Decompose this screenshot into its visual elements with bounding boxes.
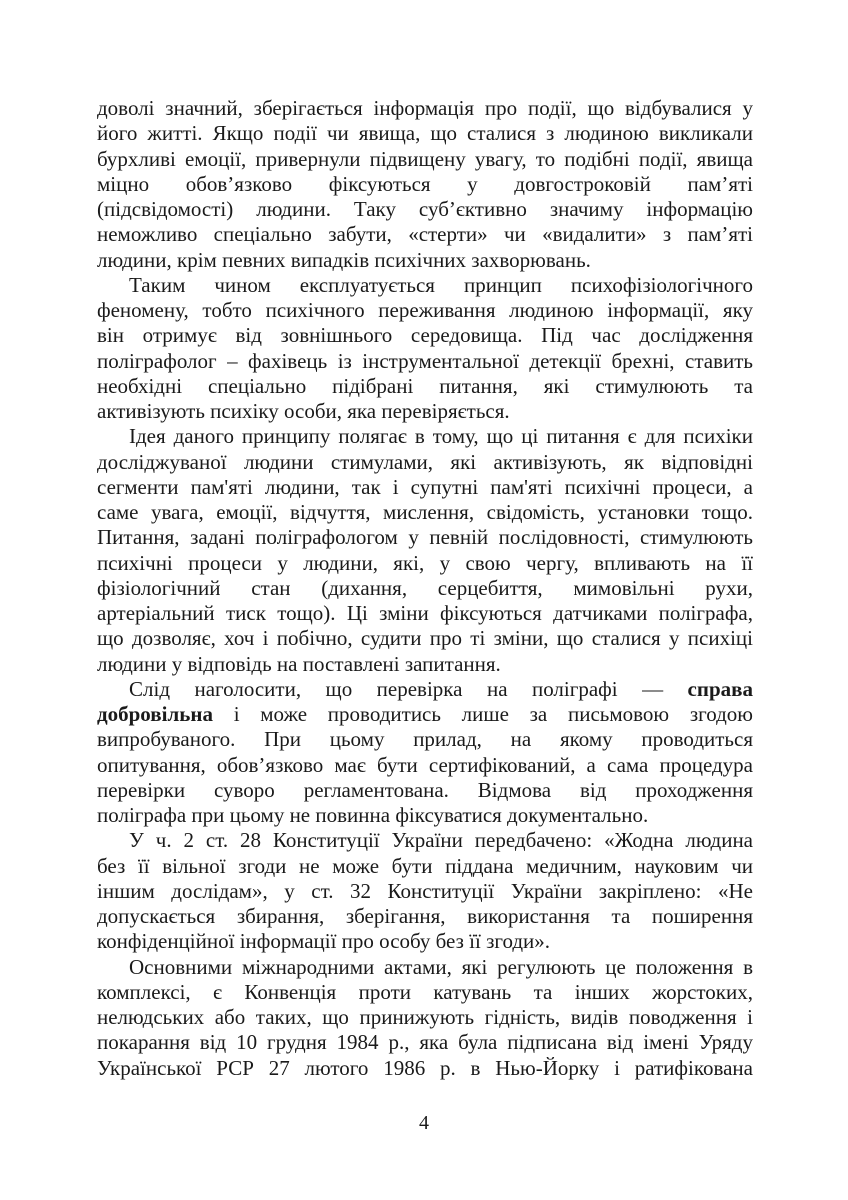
text-line xyxy=(97,450,753,475)
bold-text: добровільна xyxy=(97,702,213,726)
text-line xyxy=(97,248,753,273)
text-segment: Основними міжнародними актами, які регулюють це положення в xyxy=(129,954,753,979)
text-line xyxy=(97,601,753,626)
paragraph xyxy=(97,677,753,829)
bold-text: справа xyxy=(687,676,753,701)
text-segment: людини у відповідь на поставлені запитання. xyxy=(97,651,501,676)
text-line xyxy=(97,1030,753,1055)
text-line xyxy=(97,652,753,677)
text-line xyxy=(97,854,753,879)
page-number: 4 xyxy=(419,1112,429,1134)
text-segment: без її вільної згоди не може бути піддана медичним, науковим чи xyxy=(97,853,753,878)
paragraph xyxy=(97,955,753,1081)
text-line xyxy=(97,955,753,980)
text-segment: фізіологічний стан (дихання, серцебиття, мимовільні рухи, xyxy=(97,575,753,600)
text-line xyxy=(97,399,753,424)
text-segment: Української РСР 27 лютого 1986 р. в Нью-Йорку і ратифікована xyxy=(97,1055,753,1080)
text-segment: саме увага, емоції, відчуття, мислення, свідомість, установки тощо. xyxy=(97,500,753,524)
text-segment: психічні процеси у людини, які, у свою чергу, впливають на її xyxy=(97,550,753,575)
page-body xyxy=(97,96,753,1081)
text-segment: Питання, задані поліграфологом у певній послідовності, стимулюють xyxy=(97,525,753,550)
text-line xyxy=(97,500,753,525)
text-segment: він отримує від зовнішнього середовища. Під час дослідження xyxy=(97,323,753,348)
text-segment: бурхливі емоції, привернули підвищену увагу, то подібні події, явища xyxy=(97,146,753,171)
text-line xyxy=(97,904,753,929)
text-line xyxy=(97,879,753,904)
text-segment: покарання від 10 грудня 1984 р., яка була підписана від імені Уряду xyxy=(97,1030,753,1055)
text-line xyxy=(97,702,753,727)
text-segment: комплексі, є Конвенція проти катувань та інших жорстоких, xyxy=(97,979,753,1004)
text-segment: артеріальний тиск тощо). Ці зміни фіксуються датчиками поліграфа, xyxy=(97,601,753,625)
text-segment: людини, крім певних випадків психічних захворювань. xyxy=(97,247,591,272)
text-line xyxy=(97,349,753,374)
text-line xyxy=(97,298,753,323)
text-line xyxy=(97,323,753,348)
paragraph xyxy=(97,424,753,677)
text-line xyxy=(97,753,753,778)
text-segment: іншим дослідам», у ст. 32 Конституції України закріплено: «Не xyxy=(97,878,753,903)
text-segment: феномену, тобто психічного переживання людиною інформації, яку xyxy=(97,298,753,322)
paragraph xyxy=(97,96,753,273)
text-line xyxy=(97,1005,753,1030)
text-segment: і може проводитись лише за письмовою згодою xyxy=(212,702,753,726)
text-segment: допускається збирання, зберігання, використання та поширення xyxy=(97,904,753,928)
paragraph xyxy=(97,828,753,954)
text-segment: конфіденційної інформації про особу без її згоди». xyxy=(97,929,551,954)
text-segment: активізують психіку особи, яка перевіряється. xyxy=(97,399,510,423)
text-line xyxy=(97,803,753,828)
text-segment: опитування, обов’язково має бути сертифікований, а сама процедура xyxy=(97,752,753,777)
text-segment: міцно обов’язково фіксуються у довгостроковій пам’яті xyxy=(97,171,753,196)
text-line xyxy=(97,197,753,222)
text-segment: неможливо спеціально забути, «стерти» чи «видалити» з пам’яті xyxy=(97,222,753,247)
text-line xyxy=(97,172,753,197)
text-segment: досліджуваної людини стимулами, які активізують, як відповідні xyxy=(97,449,753,474)
text-segment: сегменти пам'яті людини, так і супутні пам'яті психічні процеси, а xyxy=(97,474,753,499)
text-segment: поліграфа при цьому не повинна фіксуватися документально. xyxy=(97,803,649,827)
text-segment: перевірки суворо регламентована. Відмова від проходження xyxy=(97,777,753,802)
text-line xyxy=(97,222,753,247)
text-line xyxy=(97,677,753,702)
text-segment: Слід наголосити, що перевірка на поліграфі — xyxy=(129,676,688,701)
text-line xyxy=(97,475,753,500)
text-line xyxy=(97,576,753,601)
text-line xyxy=(97,727,753,752)
text-segment: що дозволяє, хоч і побічно, судити про ті зміни, що сталися у психіці xyxy=(97,626,753,651)
text-line xyxy=(97,929,753,954)
text-segment: поліграфолог – фахівець із інструментальної детекції брехні, ставить xyxy=(97,348,753,373)
text-line xyxy=(97,121,753,146)
text-line xyxy=(97,96,753,121)
text-line xyxy=(97,626,753,651)
text-line xyxy=(97,273,753,298)
text-segment: У ч. 2 ст. 28 Конституції України передбачено: «Жодна людина xyxy=(129,828,753,853)
text-segment: Ідея даного принципу полягає в тому, що ці питання є для психіки xyxy=(129,424,753,449)
text-segment: необхідні спеціально підібрані питання, які стимулюють та xyxy=(97,373,753,398)
text-segment: нелюдських або таких, що принижують гідність, видів поводження і xyxy=(97,1005,753,1029)
text-segment: його житті. Якщо події чи явища, що сталися з людиною викликали xyxy=(97,121,753,146)
text-line xyxy=(97,551,753,576)
text-line xyxy=(97,1056,753,1081)
text-line xyxy=(97,980,753,1005)
text-segment: Таким чином експлуатується принцип психофізіологічного xyxy=(129,272,753,297)
text-line xyxy=(97,778,753,803)
text-line xyxy=(97,525,753,550)
text-segment: доволі значний, зберігається інформація про події, що відбувалися у xyxy=(97,96,753,120)
paragraph xyxy=(97,273,753,425)
text-line xyxy=(97,424,753,449)
text-line xyxy=(97,147,753,172)
text-segment: випробуваного. При цьому прилад, на якому проводиться xyxy=(97,727,753,752)
text-line xyxy=(97,374,753,399)
text-segment: (підсвідомості) людини. Таку суб’єктивно значиму інформацію xyxy=(97,197,753,221)
text-line xyxy=(97,828,753,853)
